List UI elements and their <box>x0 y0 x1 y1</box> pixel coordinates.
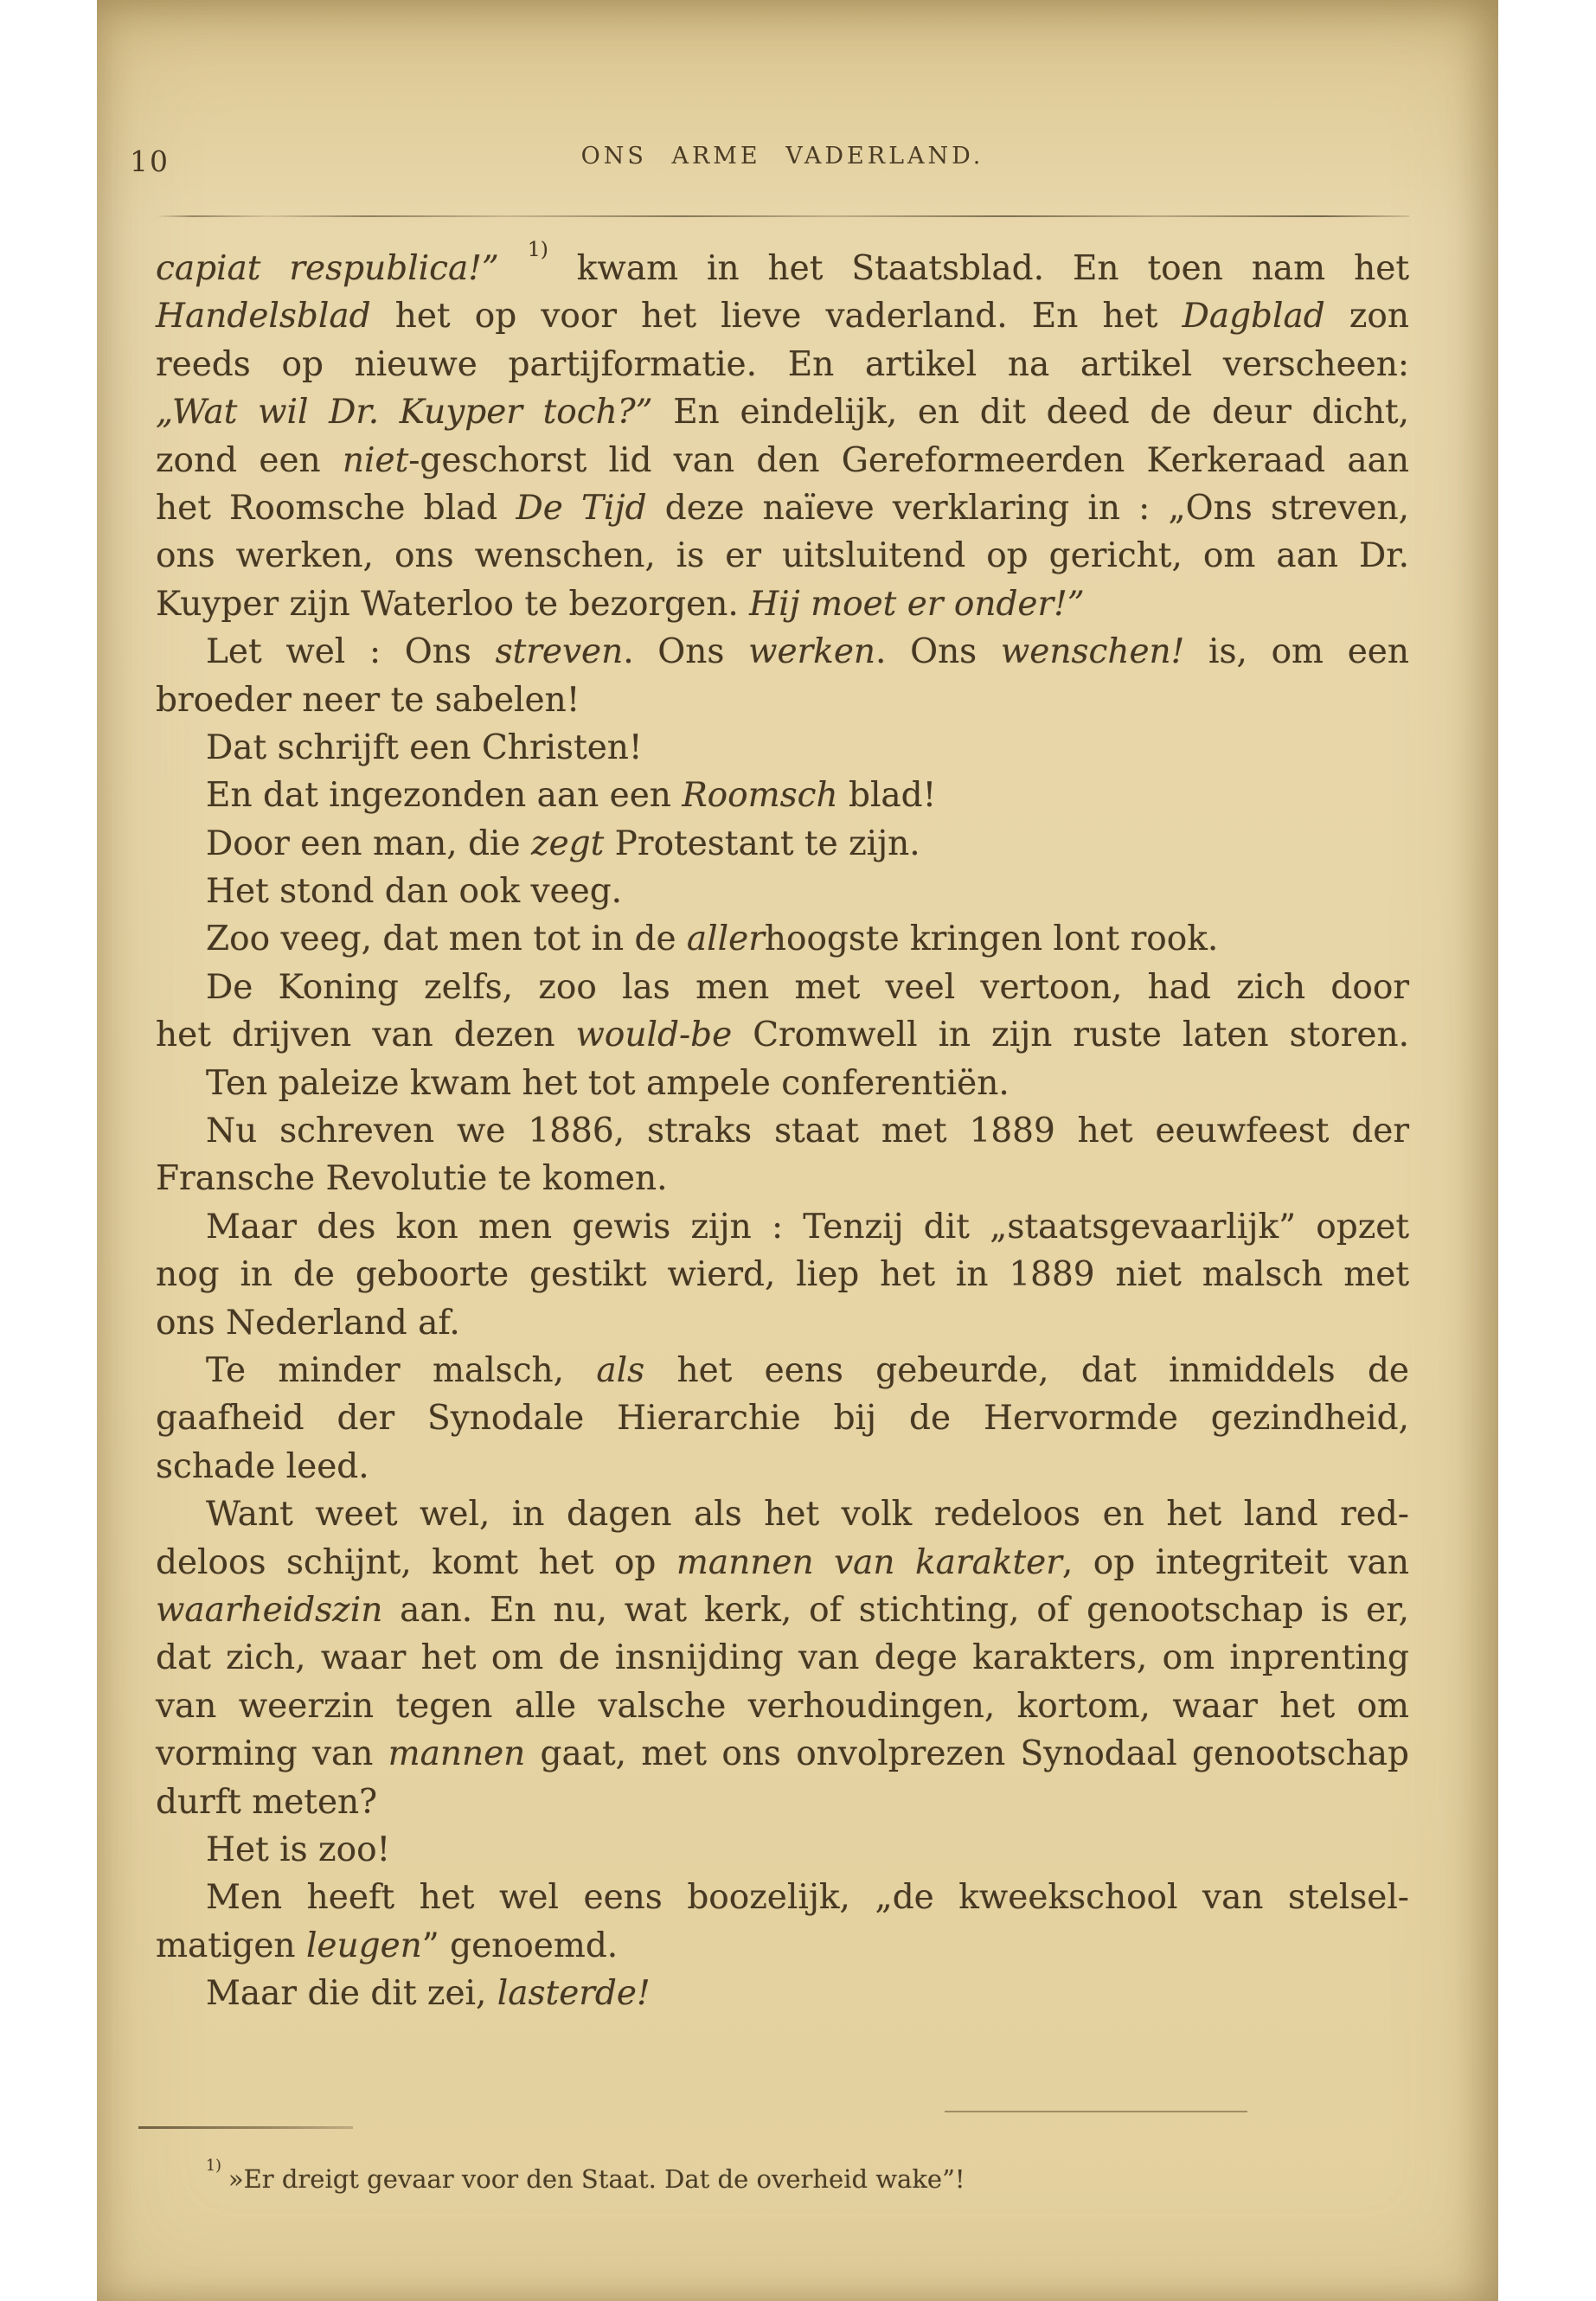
text-segment: dat zich, waar het om de insnijding van dege karakters, om inprenting <box>156 1638 1409 1678</box>
text-segment: Ten paleize kwam het tot ampele conferentiën. <box>206 1063 1010 1103</box>
text-line <box>156 820 1409 868</box>
text-line <box>156 1443 1409 1490</box>
italic-text: would-be <box>575 1016 733 1055</box>
italic-text: Dagblad <box>1182 297 1325 336</box>
text-line <box>156 532 1409 580</box>
scan-artifact-line <box>945 2111 1247 2112</box>
text-segment: En eindelijk, en dit deed de deur dicht, <box>652 393 1409 433</box>
text-line <box>156 915 1409 963</box>
text-segment: Te minder malsch, <box>206 1350 597 1390</box>
text-line <box>156 1011 1409 1059</box>
text-line <box>156 1586 1409 1634</box>
text-segment: En dat ingezonden aan een <box>206 776 683 816</box>
text-line <box>156 1107 1409 1155</box>
text-segment: vorming van <box>156 1734 388 1774</box>
text-segment: , op integriteit van <box>1061 1542 1409 1582</box>
text-line <box>156 484 1409 532</box>
text-segment: Kuyper zijn Waterloo te bezorgen. <box>156 584 750 624</box>
footnote <box>156 2157 1409 2197</box>
italic-text: Roomsch <box>682 776 838 816</box>
italic-text: waarheidszin <box>156 1590 383 1630</box>
text-line <box>156 341 1409 388</box>
body-text <box>156 237 1410 2017</box>
text-segment: gaat, met ons onvolprezen Synodaal genootschap <box>525 1734 1409 1774</box>
italic-text: wenschen! <box>1000 632 1185 672</box>
text-line <box>156 1826 1409 1874</box>
italic-text: Hij moet er onder!” <box>749 584 1085 624</box>
text-line <box>156 1874 1409 1921</box>
text-line <box>156 1730 1409 1778</box>
text-segment: ” genoemd. <box>421 1926 619 1965</box>
text-segment: Let wel : Ons <box>206 632 496 672</box>
text-segment: durft meten? <box>156 1782 378 1822</box>
text-line <box>156 1203 1409 1251</box>
italic-text: „Wat wil Dr. Kuyper toch?” <box>156 393 653 433</box>
text-segment: ons werken, ons wenschen, is er uitsluitend op gericht, om aan Dr. <box>156 536 1409 576</box>
text-segment: deze naïeve verklaring in : „Ons streven, <box>646 488 1409 528</box>
text-line <box>156 1155 1409 1202</box>
footnote-text: »Er dreigt gevaar voor den Staat. Dat de overheid wake”! <box>228 2164 965 2194</box>
text-segment: reeds op nieuwe partijformatie. En artikel na artikel verscheen: <box>156 344 1409 384</box>
page-header <box>130 143 1409 183</box>
footnote-marker: 1) <box>206 2157 221 2175</box>
text-line <box>156 1299 1409 1347</box>
text-segment: het eens gebeurde, dat inmiddels de <box>644 1350 1409 1390</box>
italic-text: zegt <box>531 824 605 863</box>
text-line <box>156 772 1409 819</box>
text-segment: . Ons <box>875 632 1001 672</box>
page-number: 10 <box>130 144 170 178</box>
text-line <box>156 237 1409 292</box>
italic-text: streven <box>495 632 624 672</box>
text-segment: nog in de geboorte gestikt wierd, liep het in 1889 niet malsch met <box>156 1255 1409 1295</box>
text-segment: -geschorst lid van den Gereformeerden Kerkeraad aan <box>408 440 1409 480</box>
text-line <box>156 724 1409 772</box>
text-segment: Maar des kon men gewis zijn : Tenzij dit „staatsgevaarlijk” opzet <box>206 1207 1409 1247</box>
text-segment: . Ons <box>623 632 749 672</box>
text-segment: aan. En nu, wat kerk, of stichting, of genootschap is er, <box>382 1590 1409 1630</box>
text-segment: Het stond dan ook veeg. <box>206 872 623 912</box>
text-segment: is, om een <box>1184 632 1409 672</box>
italic-text: De Tijd <box>516 488 647 528</box>
text-segment: Want weet wel, in dagen als het volk redeloos en het land red- <box>206 1495 1409 1535</box>
text-segment: Protestant te zijn. <box>604 824 920 863</box>
text-line <box>156 1060 1409 1107</box>
text-line <box>156 1970 1409 2017</box>
text-segment: Maar die dit zei, <box>206 1974 497 2014</box>
text-line <box>156 1682 1409 1730</box>
body-lines <box>156 237 1410 2017</box>
italic-text: als <box>596 1350 645 1390</box>
text-segment: het op voor het lieve vaderland. En het <box>370 297 1183 336</box>
text-line <box>156 964 1409 1011</box>
text-line <box>156 388 1409 436</box>
text-line <box>156 1922 1409 1970</box>
footnote-separator <box>138 2126 353 2129</box>
text-segment: Men heeft het wel eens boozelijk, „de kweekschool van stelsel- <box>206 1878 1409 1918</box>
text-line <box>156 292 1409 340</box>
text-segment: Door een man, die <box>206 824 532 863</box>
text-segment: De Koning zelfs, zoo las men met veel vertoon, had zich door <box>206 967 1409 1007</box>
text-segment: het Roomsche blad <box>156 488 516 528</box>
text-segment: ons Nederland af. <box>156 1303 460 1343</box>
text-segment: het drijven van dezen <box>156 1016 576 1055</box>
italic-text: mannen van karakter <box>676 1542 1062 1582</box>
italic-text: leugen <box>305 1926 422 1965</box>
text-segment: kwam in het Staatsblad. En toen nam het <box>548 249 1409 288</box>
text-line <box>156 1634 1409 1682</box>
text-segment: hoogste kringen lont rook. <box>764 920 1219 959</box>
text-segment: Cromwell in zijn ruste laten storen. <box>732 1016 1409 1055</box>
text-segment: blad! <box>837 776 937 816</box>
text-segment: zond een <box>156 440 343 480</box>
footnote-ref: 1) <box>527 237 548 262</box>
text-segment: Nu schreven we 1886, straks staat met 1889 het eeuwfeest der <box>206 1112 1409 1151</box>
text-line <box>156 1251 1409 1298</box>
text-line <box>156 868 1409 915</box>
italic-text: werken <box>748 632 876 672</box>
text-line <box>156 437 1409 484</box>
text-line <box>156 1779 1409 1826</box>
italic-text: aller <box>686 920 765 959</box>
text-segment: deloos schijnt, komt het op <box>156 1542 676 1582</box>
header-rule <box>156 215 1409 217</box>
text-segment <box>499 249 528 288</box>
book-page <box>97 0 1498 2301</box>
italic-text: mannen <box>388 1734 526 1774</box>
text-segment: schade leed. <box>156 1446 369 1486</box>
text-line <box>156 676 1409 724</box>
text-segment: Fransche Revolutie te komen. <box>156 1159 668 1199</box>
italic-text: niet <box>342 440 409 480</box>
text-segment: zon <box>1324 297 1410 336</box>
text-line <box>156 1490 1409 1538</box>
text-segment: Het is zoo! <box>206 1830 391 1869</box>
text-segment: matigen <box>156 1926 306 1965</box>
text-line <box>156 580 1409 628</box>
text-segment: Dat schrijft een Christen! <box>206 727 643 767</box>
text-line <box>156 1347 1409 1394</box>
italic-text: Handelsblad <box>156 297 371 336</box>
running-title: ONS ARME VADERLAND. <box>580 143 984 170</box>
text-segment: van weerzin tegen alle valsche verhoudingen, kortom, waar het om <box>156 1686 1409 1726</box>
text-line <box>156 628 1409 676</box>
text-segment: Zoo veeg, dat men tot in de <box>206 920 687 959</box>
italic-text: capiat respublica!” <box>156 249 499 288</box>
text-segment: gaafheid der Synodale Hierarchie bij de Hervormde gezindheid, <box>156 1399 1409 1439</box>
text-line <box>156 1394 1409 1442</box>
text-line <box>156 1539 1409 1586</box>
text-segment: broeder neer te sabelen! <box>156 680 580 720</box>
italic-text: lasterde! <box>497 1974 651 2014</box>
